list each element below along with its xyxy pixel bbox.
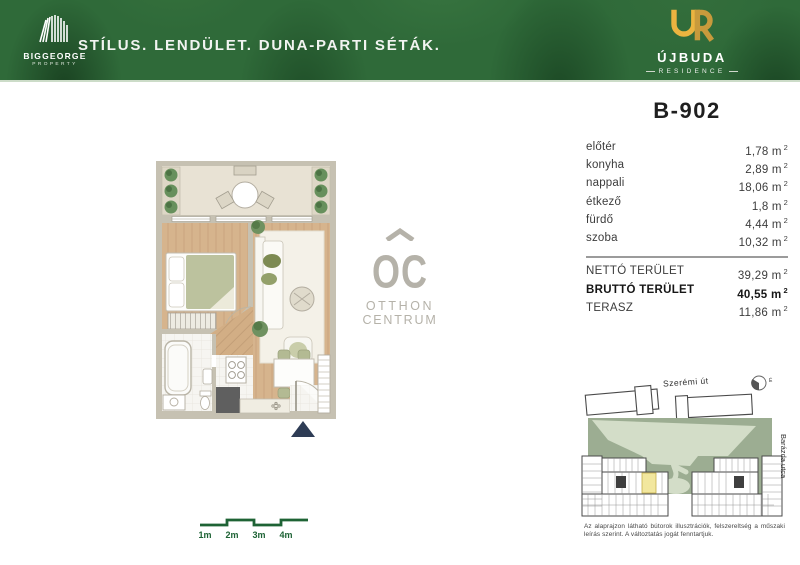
total-value: 11,86 m $^2$ <box>738 303 788 319</box>
sofa-pillow <box>261 273 277 285</box>
wall-right <box>330 223 336 411</box>
pillow <box>169 257 184 281</box>
header-banner <box>0 0 800 82</box>
room-value: 4,44 m $^2$ <box>745 215 788 231</box>
residence-left-line <box>646 71 655 72</box>
stair-core <box>616 476 626 488</box>
biggeorge-brand-text: BIGGEORGE <box>23 51 87 61</box>
oc-line1: OTTHON <box>365 299 435 313</box>
scale-label: 4m <box>279 530 293 540</box>
street-label-top: Szerémi út <box>662 375 709 389</box>
wall-left <box>156 223 162 411</box>
room-value: 1,8 m $^2$ <box>751 197 788 213</box>
total-row-brutto <box>586 284 788 302</box>
sofa-pillow <box>263 254 281 268</box>
room-value: 18,06 m $^2$ <box>738 179 788 195</box>
unit-id-title: B-902 <box>653 98 721 123</box>
kitchen-counter <box>240 399 290 413</box>
room-value: 10,32 m $^2$ <box>738 234 788 249</box>
residence-row <box>645 68 739 75</box>
room-row <box>586 141 788 159</box>
total-label: TERASZ <box>586 301 634 314</box>
neighbor-building-top-right <box>675 392 752 420</box>
room-label: előtér <box>586 141 616 153</box>
table-divider <box>586 256 788 258</box>
terrace <box>156 161 336 219</box>
terrace-table <box>232 182 258 208</box>
total-value: 40,55 m $^2$ <box>737 285 788 301</box>
pillow <box>169 283 184 307</box>
entrance-arrow-icon <box>291 421 315 437</box>
site-plan <box>578 372 790 520</box>
neighbor-building-top-left <box>585 385 659 419</box>
coffee-table <box>290 287 314 311</box>
ujbuda-brand-text: ÚJBUDA <box>657 50 727 65</box>
entry-shelves <box>318 355 330 413</box>
scale-label: 2m <box>225 530 239 540</box>
room-label: szoba <box>586 232 618 245</box>
slogan-text: STÍLUS. LENDÜLET. DUNA-PARTI SÉTÁK. <box>78 37 441 54</box>
area-table <box>586 141 788 320</box>
disclaimer-text: Az alaprajzon látható bútorok illusztrációk, felszereltség a műszaki leírás szerint. A változtatás jogát fenntartjuk. <box>584 523 785 539</box>
total-value: 39,29 m $^2$ <box>737 267 788 283</box>
dining-table <box>274 359 314 387</box>
oc-monogram: OC <box>372 244 428 298</box>
compass-icon <box>751 376 773 390</box>
room-row <box>586 177 788 195</box>
street-label-right: Barázda utca <box>779 434 788 479</box>
bathroom <box>162 334 216 411</box>
washing-machine <box>163 395 185 410</box>
residence-sub-text: RESIDENCE <box>658 68 726 75</box>
scale-bar-line <box>200 520 308 525</box>
room-row <box>586 159 788 177</box>
total-label: NETTÓ TERÜLET <box>586 265 685 278</box>
bedroom-living-wall <box>248 223 253 307</box>
room-label: konyha <box>586 159 625 172</box>
stove <box>226 357 246 383</box>
scale-bar <box>194 512 316 542</box>
total-row <box>586 265 788 283</box>
ujbuda-residence-logo <box>645 7 739 75</box>
wardrobe <box>168 313 216 329</box>
room-label: nappali <box>586 177 625 190</box>
ur-monogram-icon <box>665 7 719 43</box>
room-label: étkező <box>586 195 622 208</box>
room-row <box>586 214 788 232</box>
total-row <box>586 302 788 320</box>
unit-b902-highlight <box>642 473 656 493</box>
oc-line2: CENTRUM <box>362 313 438 327</box>
scale-label: 3m <box>252 530 266 540</box>
right-wing <box>762 456 782 516</box>
otthon-centrum-logo <box>352 228 448 327</box>
residence-right-line <box>729 71 738 72</box>
fridge <box>216 387 240 413</box>
sofa <box>255 237 283 333</box>
biggeorge-lines-icon <box>37 14 73 44</box>
room-value: 2,89 m $^2$ <box>745 161 788 177</box>
biggeorge-sub-text: PROPERTY <box>32 62 78 67</box>
room-value: 1,78 m $^2$ <box>745 143 788 158</box>
bathtub <box>165 341 191 395</box>
oc-roof-icon <box>383 228 417 241</box>
bed <box>166 253 236 311</box>
totals-block <box>586 265 788 320</box>
room-label: fürdő <box>586 213 614 226</box>
room-row <box>586 232 788 250</box>
facade-wall <box>156 215 336 223</box>
room-row <box>586 196 788 214</box>
terrace-bench <box>234 166 256 175</box>
bathroom-sink <box>203 369 212 384</box>
floor-plan <box>148 161 344 419</box>
scale-label: 1m <box>198 530 212 540</box>
stair-core <box>734 476 744 488</box>
total-label: BRUTTÓ TERÜLET <box>586 283 695 296</box>
compass-label: É <box>769 378 773 384</box>
